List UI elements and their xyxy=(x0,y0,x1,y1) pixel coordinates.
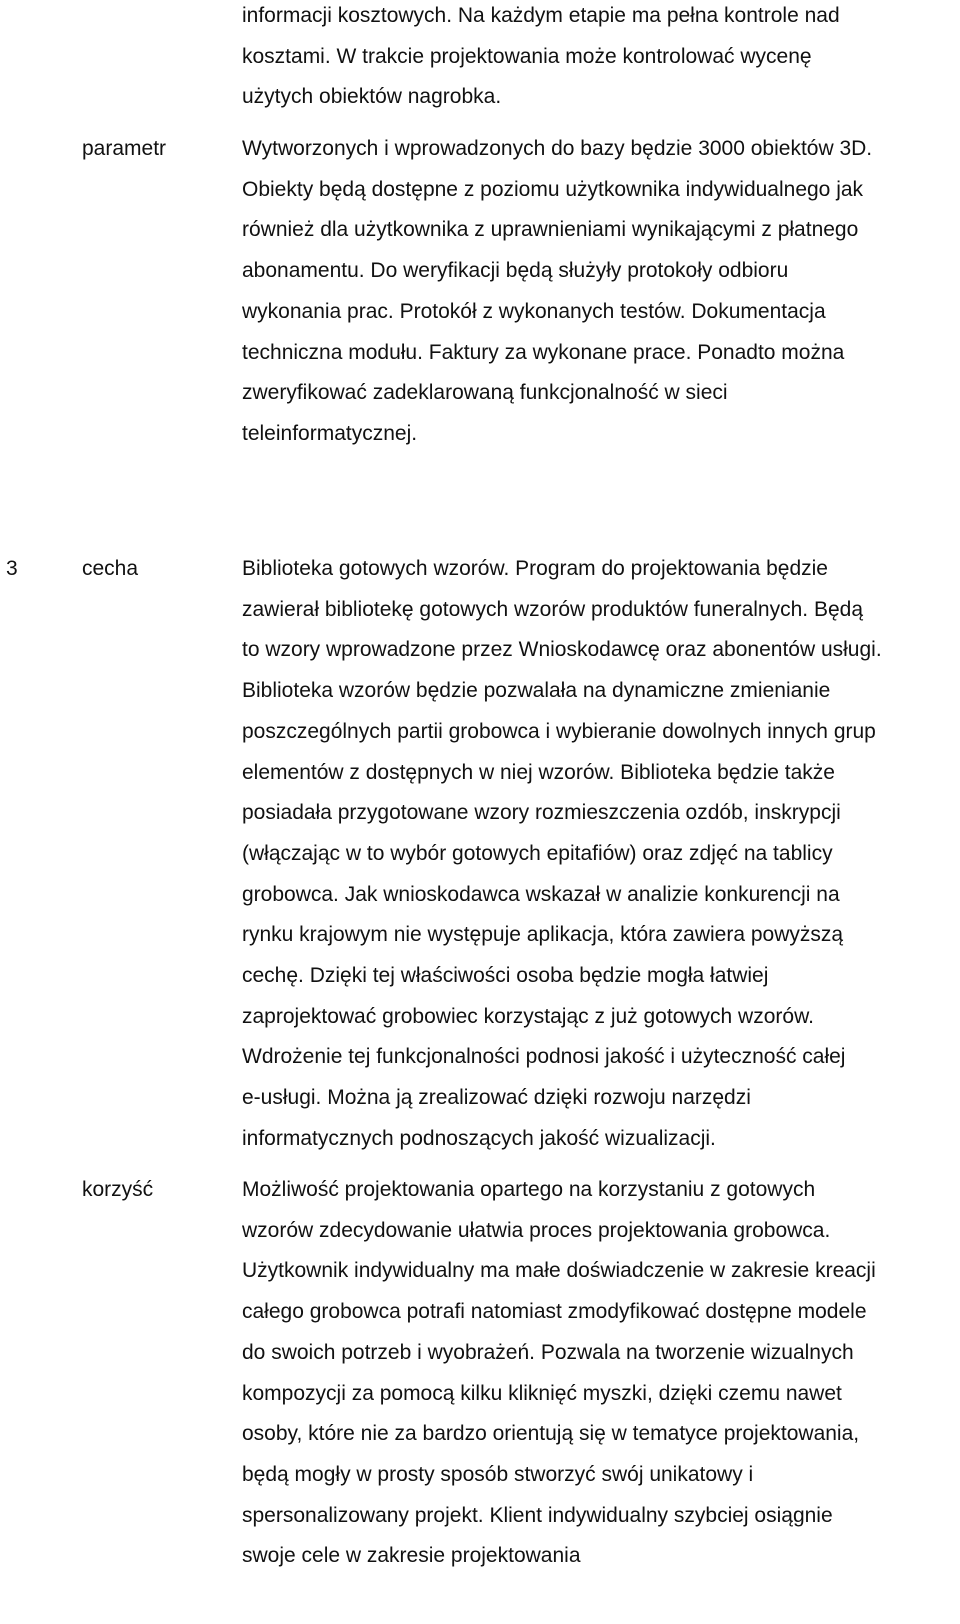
row-label: korzyść xyxy=(82,1178,154,1201)
text-line: Użytkownik indywidualny ma małe doświadczenie w zakresie kreacji xyxy=(242,1259,876,1283)
text-line: Biblioteka wzorów będzie pozwalała na dynamiczne zmienianie xyxy=(242,679,831,703)
text-line: wzorów zdecydowanie ułatwia proces projektowania grobowca. xyxy=(242,1218,831,1242)
text-line: techniczna modułu. Faktury za wykonane prace. Ponadto można xyxy=(242,340,845,364)
text-line: rynku krajowym nie występuje aplikacja, która zawiera powyższą xyxy=(242,923,844,947)
text-line: spersonalizowany projekt. Klient indywidualny szybciej osiągnie xyxy=(242,1503,833,1527)
row-label: parametr xyxy=(82,137,167,160)
text-line: zweryfikować zadeklarowaną funkcjonalność w sieci xyxy=(242,381,728,405)
text-line: również dla użytkownika z uprawnieniami wynikającymi z płatnego xyxy=(242,218,859,242)
text-line: teleinformatycznej. xyxy=(242,421,418,445)
text-line: Obiekty będą dostępne z poziomu użytkownika indywidualnego jak xyxy=(242,177,864,201)
text-line: (włączając w to wybór gotowych epitafiów) oraz zdjęć na tablicy xyxy=(242,841,833,865)
text-line: wykonania prac. Protokół z wykonanych testów. Dokumentacja xyxy=(242,299,826,323)
text-line: poszczególnych partii grobowca i wybieranie dowolnych innych grup xyxy=(242,719,876,743)
text-line: posiadała przygotowane wzory rozmieszczenia ozdób, inskrypcji xyxy=(242,801,841,825)
text-line: zaprojektować grobowiec korzystając z już gotowych wzorów. xyxy=(242,1004,814,1028)
text-line: abonamentu. Do weryfikacji będą służyły protokoły odbioru xyxy=(242,259,789,283)
text-line: grobowca. Jak wnioskodawca wskazał w analizie konkurencji na xyxy=(242,882,840,906)
text-line: do swoich potrzeb i wyobrażeń. Pozwala na tworzenie wizualnych xyxy=(242,1340,854,1364)
text-line: e-usługi. Można ją zrealizować dzięki rozwoju narzędzi xyxy=(242,1086,751,1110)
text-line: kosztami. W trakcie projektowania może kontrolować wycenę xyxy=(242,44,812,68)
text-line: osoby, które nie za bardzo orientują się w tematyce projektowania, xyxy=(242,1422,860,1446)
text-line: użytych obiektów nagrobka. xyxy=(242,85,502,109)
text-line: Możliwość projektowania opartego na korzystaniu z gotowych xyxy=(242,1178,816,1201)
row-number: 3 xyxy=(6,557,18,580)
text-line: Wytworzonych i wprowadzonych do bazy będzie 3000 obiektów 3D. xyxy=(242,137,873,160)
text-line: kompozycji za pomocą kilku kliknięć myszki, dzięki czemu nawet xyxy=(242,1381,842,1405)
text-line: zawierał bibliotekę gotowych wzorów produktów funeralnych. Będą xyxy=(242,597,863,621)
text-line: całego grobowca potrafi natomiast zmodyfikować dostępne modele xyxy=(242,1300,867,1324)
text-line: swoje cele w zakresie projektowania xyxy=(242,1544,581,1568)
text-line: cechę. Dzięki tej właściwości osoba będzie mogła łatwiej xyxy=(242,964,769,987)
text-line: informacji kosztowych. Na każdym etapie ma pełna kontrole nad xyxy=(242,4,840,27)
text-line: Wdrożenie tej funkcjonalności podnosi jakość i użyteczność całej xyxy=(242,1045,846,1069)
text-line: elementów z dostępnych w niej wzorów. Biblioteka będzie także xyxy=(242,760,835,784)
text-line: informatycznych podnoszących jakość wizualizacji. xyxy=(242,1126,716,1150)
row-label: cecha xyxy=(82,557,139,580)
text-line: to wzory wprowadzone przez Wnioskodawcę oraz abonentów usługi. xyxy=(242,638,882,662)
text-line: będą mogły w prosty sposób stworzyć swój unikatowy i xyxy=(242,1462,754,1486)
text-line: Biblioteka gotowych wzorów. Program do projektowania będzie xyxy=(242,557,828,580)
